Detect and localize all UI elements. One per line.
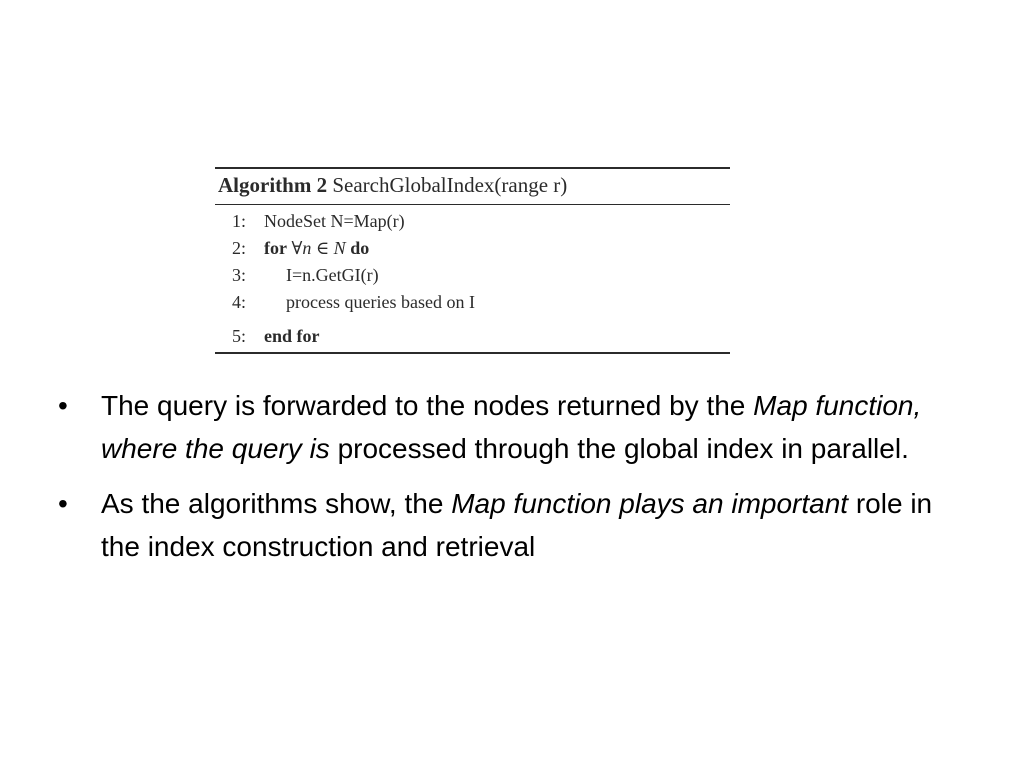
top-rule [215,167,730,169]
bullet-text: processed through the global index in parallel. [329,433,909,464]
algorithm-signature: SearchGlobalIndex(range r) [332,173,568,197]
line-text: NodeSet N=Map(r) [264,211,405,231]
line-number: 5: [232,326,247,346]
bullet-list [58,384,968,580]
bullet-italic-text: Map function, where the query is [101,390,922,464]
bullet-marker: • [58,488,68,519]
algorithm-figure [202,155,730,360]
algorithm-line-1 [218,210,405,232]
algorithm-header [218,171,567,199]
line-text: process queries based on I [286,292,475,312]
bullet-text: role in the index construction and retrieval [101,488,933,562]
bullet-text: The query is forwarded to the nodes returned by the [101,390,754,421]
bullet-italic-text: Map function plays an important [451,488,849,519]
bottom-rule [215,352,730,354]
for-keyword: for [264,238,287,258]
line-number: 4: [232,292,247,312]
line-number: 2: [232,238,247,258]
line-number: 3: [232,265,247,285]
do-keyword: do [350,238,370,258]
bullet-item [58,482,968,568]
end-for-keyword: end for [264,326,320,346]
header-rule [215,204,730,205]
bullet-item [58,384,968,470]
loop-expression: ∀n ∈ N [291,238,346,258]
algorithm-line-5 [218,325,320,347]
algorithm-line-3 [218,264,379,286]
line-text: I=n.GetGI(r) [286,265,379,285]
bullet-marker: • [58,390,68,421]
algorithm-line-2 [218,237,369,259]
algorithm-keyword: Algorithm 2 [218,173,328,197]
bullet-text: As the algorithms show, the [101,488,452,519]
algorithm-line-4 [218,291,475,313]
line-number: 1: [232,211,247,231]
